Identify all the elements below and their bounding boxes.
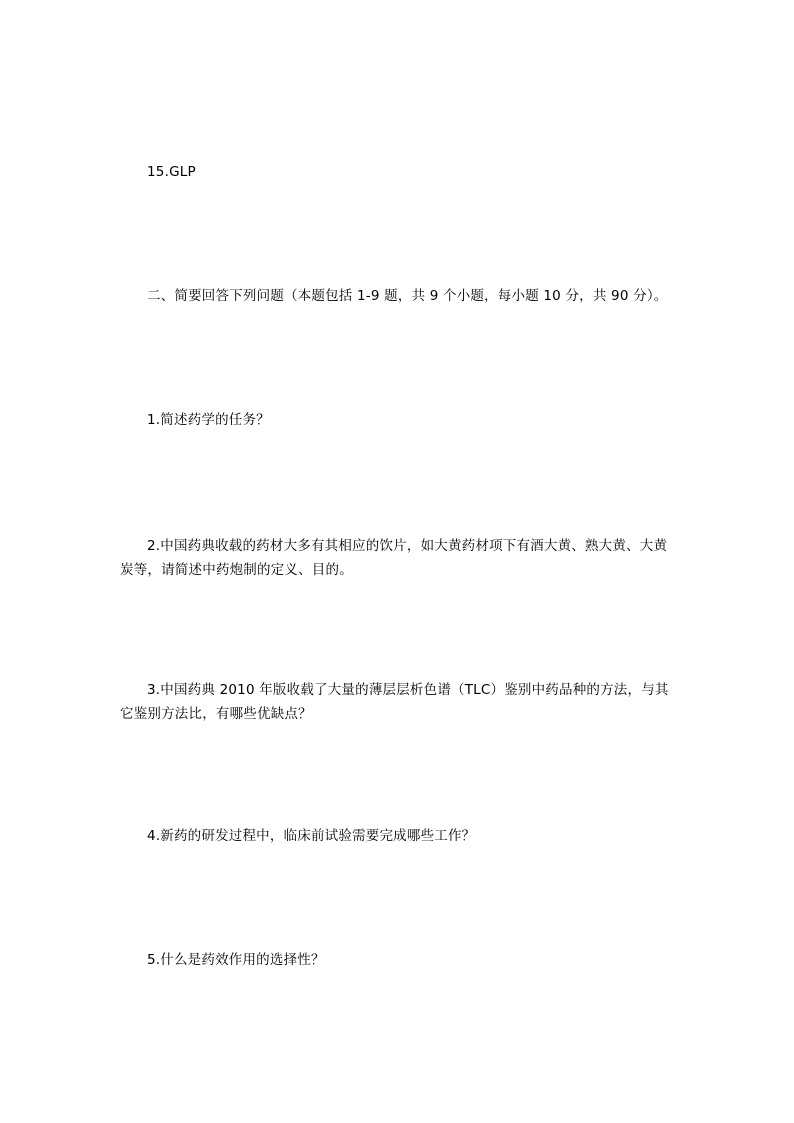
question-5: 5.什么是药效作用的选择性？ — [147, 952, 325, 968]
question-1: 1.简述药学的任务？ — [147, 412, 270, 428]
question-2: 2.中国药典收载的药材大多有其相应的饮片，如大黄药材项下有酒大黄、熟大黄、大黄炭等，请简述中药炮制的定义、目的。 — [120, 538, 668, 578]
section-heading: 二、简要回答下列问题（本题包括 1-9 题，共 9 个小题，每小题 10 分，共 90 分）。 — [147, 288, 668, 304]
question-4: 4.新药的研发过程中，临床前试验需要完成哪些工作？ — [147, 828, 476, 844]
question-15-glp: 15.GLP — [147, 164, 196, 180]
question-3: 3.中国药典 2010 年版收载了大量的薄层层析色谱（TLC）鉴别中药品种的方法，与其它鉴别方法比，有哪些优缺点？ — [120, 682, 669, 722]
